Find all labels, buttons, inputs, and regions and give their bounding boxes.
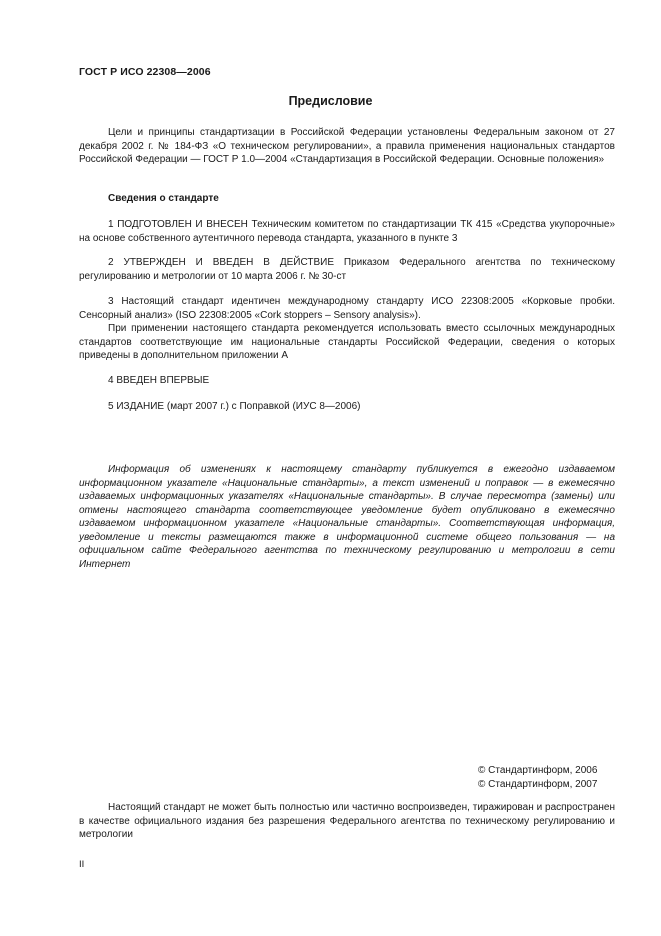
intro-paragraph: Цели и принципы стандартизации в Российской Федерации установлены Федеральным законом от 27 декабря 2002 г. № 184-ФЗ «О техническом регулировании», а правила применения национальных стандартов Российской Федерации — ГОСТ Р 1.0—2004 «Стандартизация в Российской Федерации. Основные положения» [79,127,615,165]
section-heading-block [79,192,615,206]
page-number: II [79,859,85,870]
page-title: Предисловие [288,94,373,108]
item-5-block [79,400,615,414]
notice-block [79,463,615,571]
item-1-block [79,218,615,245]
reproduction-notice: Настоящий стандарт не может быть полностью или частично воспроизведен, тиражирован и распространен в качестве официального издания без разрешения Федерального агентства по техническому регулированию и метрологии [79,802,615,840]
intro-block [79,126,615,167]
notice-paragraph: Информация об изменениях к настоящему стандарту публикуется в ежегодно издаваемом информационном указателе «Национальные стандарты», а текст изменений и поправок — в ежемесячно издаваемых информационных указателях «Национальные стандарты». В случае пересмотра (замены) или отмены настоящего стандарта соответствующее уведомление будет опубликовано в ежемесячно издаваемом информационном указателе «Национальные стандарты». Соответствующая информация, уведомление и тексты размещаются также в информационной системе общего пользования — на официальном сайте Федерального агентства по техническому регулированию и метрологии в сети Интернет [79,464,615,570]
copyright-block [478,764,618,791]
list-item: 4 ВВЕДЕН ВПЕРВЫЕ [108,375,210,386]
list-item: 3 Настоящий стандарт идентичен международному стандарту ИСО 22308:2005 «Корковые пробки. Сенсорный анализ» (ISO 22308:2005 «Cork stoppers – Sensory analysis»). [79,296,615,321]
list-item: 5 ИЗДАНИЕ (март 2007 г.) с Поправкой (ИУС 8—2006) [108,401,361,412]
copyright-line: © Стандартинформ, 2006 [478,765,598,776]
document-id-header: ГОСТ Р ИСО 22308—2006 [79,66,211,78]
reproduction-block [79,801,615,842]
list-item: 1 ПОДГОТОВЛЕН И ВНЕСЕН Техническим комитетом по стандартизации ТК 415 «Средства укупорочные» на основе собственного аутентичного перевода стандарта, указанного в пункте 3 [79,219,615,244]
copyright-line: © Стандартинформ, 2007 [478,778,598,790]
list-item: 2 УТВЕРЖДЕН И ВВЕДЕН В ДЕЙСТВИЕ Приказом Федерального агентства по техническому регулированию и метрологии от 10 марта 2006 г. № 30-ст [79,257,615,282]
list-item-continuation: При применении настоящего стандарта рекомендуется использовать вместо ссылочных международных стандартов соответствующие им национальные стандарты Российской Федерации, сведения о которых приведены в дополнительном приложении А [79,323,615,361]
section-heading: Сведения о стандарте [108,193,219,204]
item-3-block [79,295,615,363]
item-2-block [79,256,615,283]
item-4-block [79,374,615,388]
